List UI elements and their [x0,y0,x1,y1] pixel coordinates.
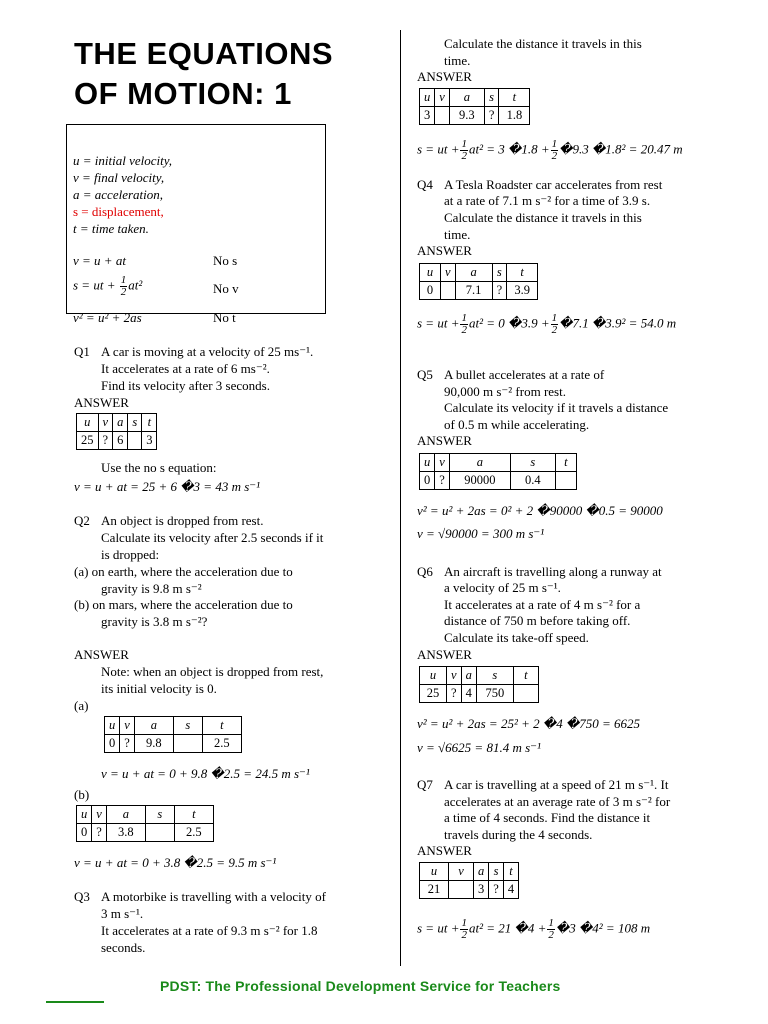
q7-number: Q7 [417,777,433,792]
footer-text: PDST: The Professional Development Service for Teachers [160,978,561,994]
fraction-half: $\frac{1}{2}$ [461,917,467,941]
q2-line: gravity is 3.8 m s⁻²? [101,614,208,629]
q2a-table: u v a s t 0 ? 9.8 2.5 [104,716,242,753]
q1-number: Q1 [74,344,90,359]
q3-line: time. [444,53,471,68]
q4-line: Calculate the distance it travels in this [444,210,642,225]
q6-equation-2: v = √6625 = 81.4 m s⁻¹ [417,740,541,755]
q5-line: Calculate its velocity if it travels a distance [444,400,669,415]
q1-line: It accelerates at a rate of 6 ms⁻². [101,361,270,376]
answer-label: ANSWER [74,647,129,662]
q4-line: A Tesla Roadster car accelerates from rest [444,177,663,192]
q3-line: Calculate the distance it travels in this [444,36,642,51]
q6-equation-1: v² = u² + 2as = 25² + 2 �4 �750 = 6625 [417,716,641,731]
q3-equation: s = ut + $\frac{1}{2}$ at² = 3 �1.8 + $\frac{1}{2}$ �9.3 �1.8² = 20.47 m [417,138,683,162]
q6-line: a velocity of 25 m s⁻¹. [444,580,561,595]
q6-line: An aircraft is travelling along a runway at [444,564,662,579]
q1-note: Use the no s equation: [101,460,217,475]
fraction-half: $\frac{1}{2}$ [461,138,467,162]
q2-line: An object is dropped from rest. [101,513,264,528]
q4-table: u v a s t 0 7.1 ? 3.9 [419,263,538,300]
q7-line: a time of 4 seconds. Find the distance it [444,810,651,825]
q7-table: u v a s t 21 3 ? 4 [419,862,519,899]
q2a-equation: v = u + at = 0 + 9.8 �2.5 = 24.5 m s⁻¹ [101,766,310,781]
column-divider [400,30,401,966]
fraction-half: $\frac{1}{2}$ [551,138,558,162]
q6-number: Q6 [417,564,433,579]
q5-table: u v a s t 0 ? 90000 0.4 [419,453,577,490]
q2-note: its initial velocity is 0. [101,681,217,696]
answer-label: ANSWER [417,433,472,448]
equation-2-note: No v [213,281,239,296]
q2-line: (a) on earth, where the acceleration due to [74,564,293,579]
q6-line: Calculate its take-off speed. [444,630,589,645]
footer-accent-line [46,1001,104,1003]
fraction-half: $\frac{1}{2}$ [548,917,554,941]
q6-table: u v a s t 25 ? 4 750 [419,666,539,703]
def-s: s = displacement, [73,204,164,219]
q5-equation-2: v = √90000 = 300 m s⁻¹ [417,526,545,541]
def-u: u = initial velocity, [73,153,173,168]
q5-equation-1: v² = u² + 2as = 0² + 2 �90000 �0.5 = 90000 [417,503,663,518]
q2-line: Calculate its velocity after 2.5 seconds if it [101,530,324,545]
def-v: v = final velocity, [73,170,165,185]
q2-line: is dropped: [101,547,160,562]
q7-line: travels during the 4 seconds. [444,827,593,842]
q5-line: A bullet accelerates at a rate of [444,367,605,382]
q3-line: A motorbike is travelling with a velocity of [101,889,326,904]
q3-number: Q3 [74,889,90,904]
answer-label: ANSWER [417,647,472,662]
q4-number: Q4 [417,177,433,192]
answer-label: ANSWER [417,243,472,258]
q4-line: at a rate of 7.1 m s⁻² for a time of 3.9 s. [444,193,651,208]
q6-line: distance of 750 m before taking off. [444,613,631,628]
q3-line: 3 m s⁻¹. [101,906,144,921]
equation-2: s = ut + $\frac{1}{2}$ at² [73,274,143,298]
definitions-box [66,124,326,325]
q2-part-a-label: (a) [74,698,89,713]
q2b-table: u v a s t 0 ? 3.8 2.5 [76,805,214,842]
answer-label: ANSWER [417,843,472,858]
q6-line: It accelerates at a rate of 4 m s⁻² for a [444,597,641,612]
def-a: a = acceleration, [73,187,163,202]
q2-number: Q2 [74,513,90,528]
answer-label: ANSWER [74,395,129,410]
fraction-half: $\frac{1}{2}$ [120,274,127,298]
q2-line: gravity is 9.8 m s⁻² [101,581,202,596]
fraction-half: $\frac{1}{2}$ [551,312,558,336]
q7-line: accelerates at an average rate of 3 m s⁻² for [444,794,671,809]
q2-note: Note: when an object is dropped from rest, [101,664,324,679]
q1-equation: v = u + at = 25 + 6 �3 = 43 m s⁻¹ [74,479,261,494]
q3-line: It accelerates at a rate of 9.3 m s⁻² for 1.8 [101,923,318,938]
q1-line: A car is moving at a velocity of 25 ms⁻¹. [101,344,314,359]
def-t: t = time taken. [73,221,149,236]
equation-1: v = u + at [73,253,126,268]
q7-line: A car is travelling at a speed of 21 m s⁻¹. It [444,777,669,792]
equation-3-note: No t [213,310,236,325]
q1-table: u v a s t 25 ? 6 3 [76,413,157,450]
q2b-equation: v = u + at = 0 + 3.8 �2.5 = 9.5 m s⁻¹ [74,855,277,870]
q3-table: u v a s t 3 9.3 ? 1.8 [419,88,530,125]
q2-line: (b) on mars, where the acceleration due to [74,597,293,612]
page-title: THE EQUATIONS OF MOTION: 1 [74,36,334,111]
q2-part-b-label: (b) [74,787,90,802]
q3-line: seconds. [101,940,146,955]
equation-3: v² = u² + 2as [73,310,142,325]
q5-number: Q5 [417,367,433,382]
q4-equation: s = ut + $\frac{1}{2}$ at² = 0 �3.9 + $\frac{1}{2}$ �7.1 �3.9² = 54.0 m [417,312,677,336]
q5-line: 90,000 m s⁻² from rest. [444,384,566,399]
q7-equation: s = ut + $\frac{1}{2}$ at² = 21 �4 + $\frac{1}{2}$ �3 �4² = 108 m [417,917,651,941]
answer-label: ANSWER [417,69,472,84]
q1-line: Find its velocity after 3 seconds. [101,378,270,393]
equation-1-note: No s [213,253,238,268]
q4-line: time. [444,227,471,242]
q5-line: of 0.5 m while accelerating. [444,417,590,432]
fraction-half: $\frac{1}{2}$ [461,312,467,336]
